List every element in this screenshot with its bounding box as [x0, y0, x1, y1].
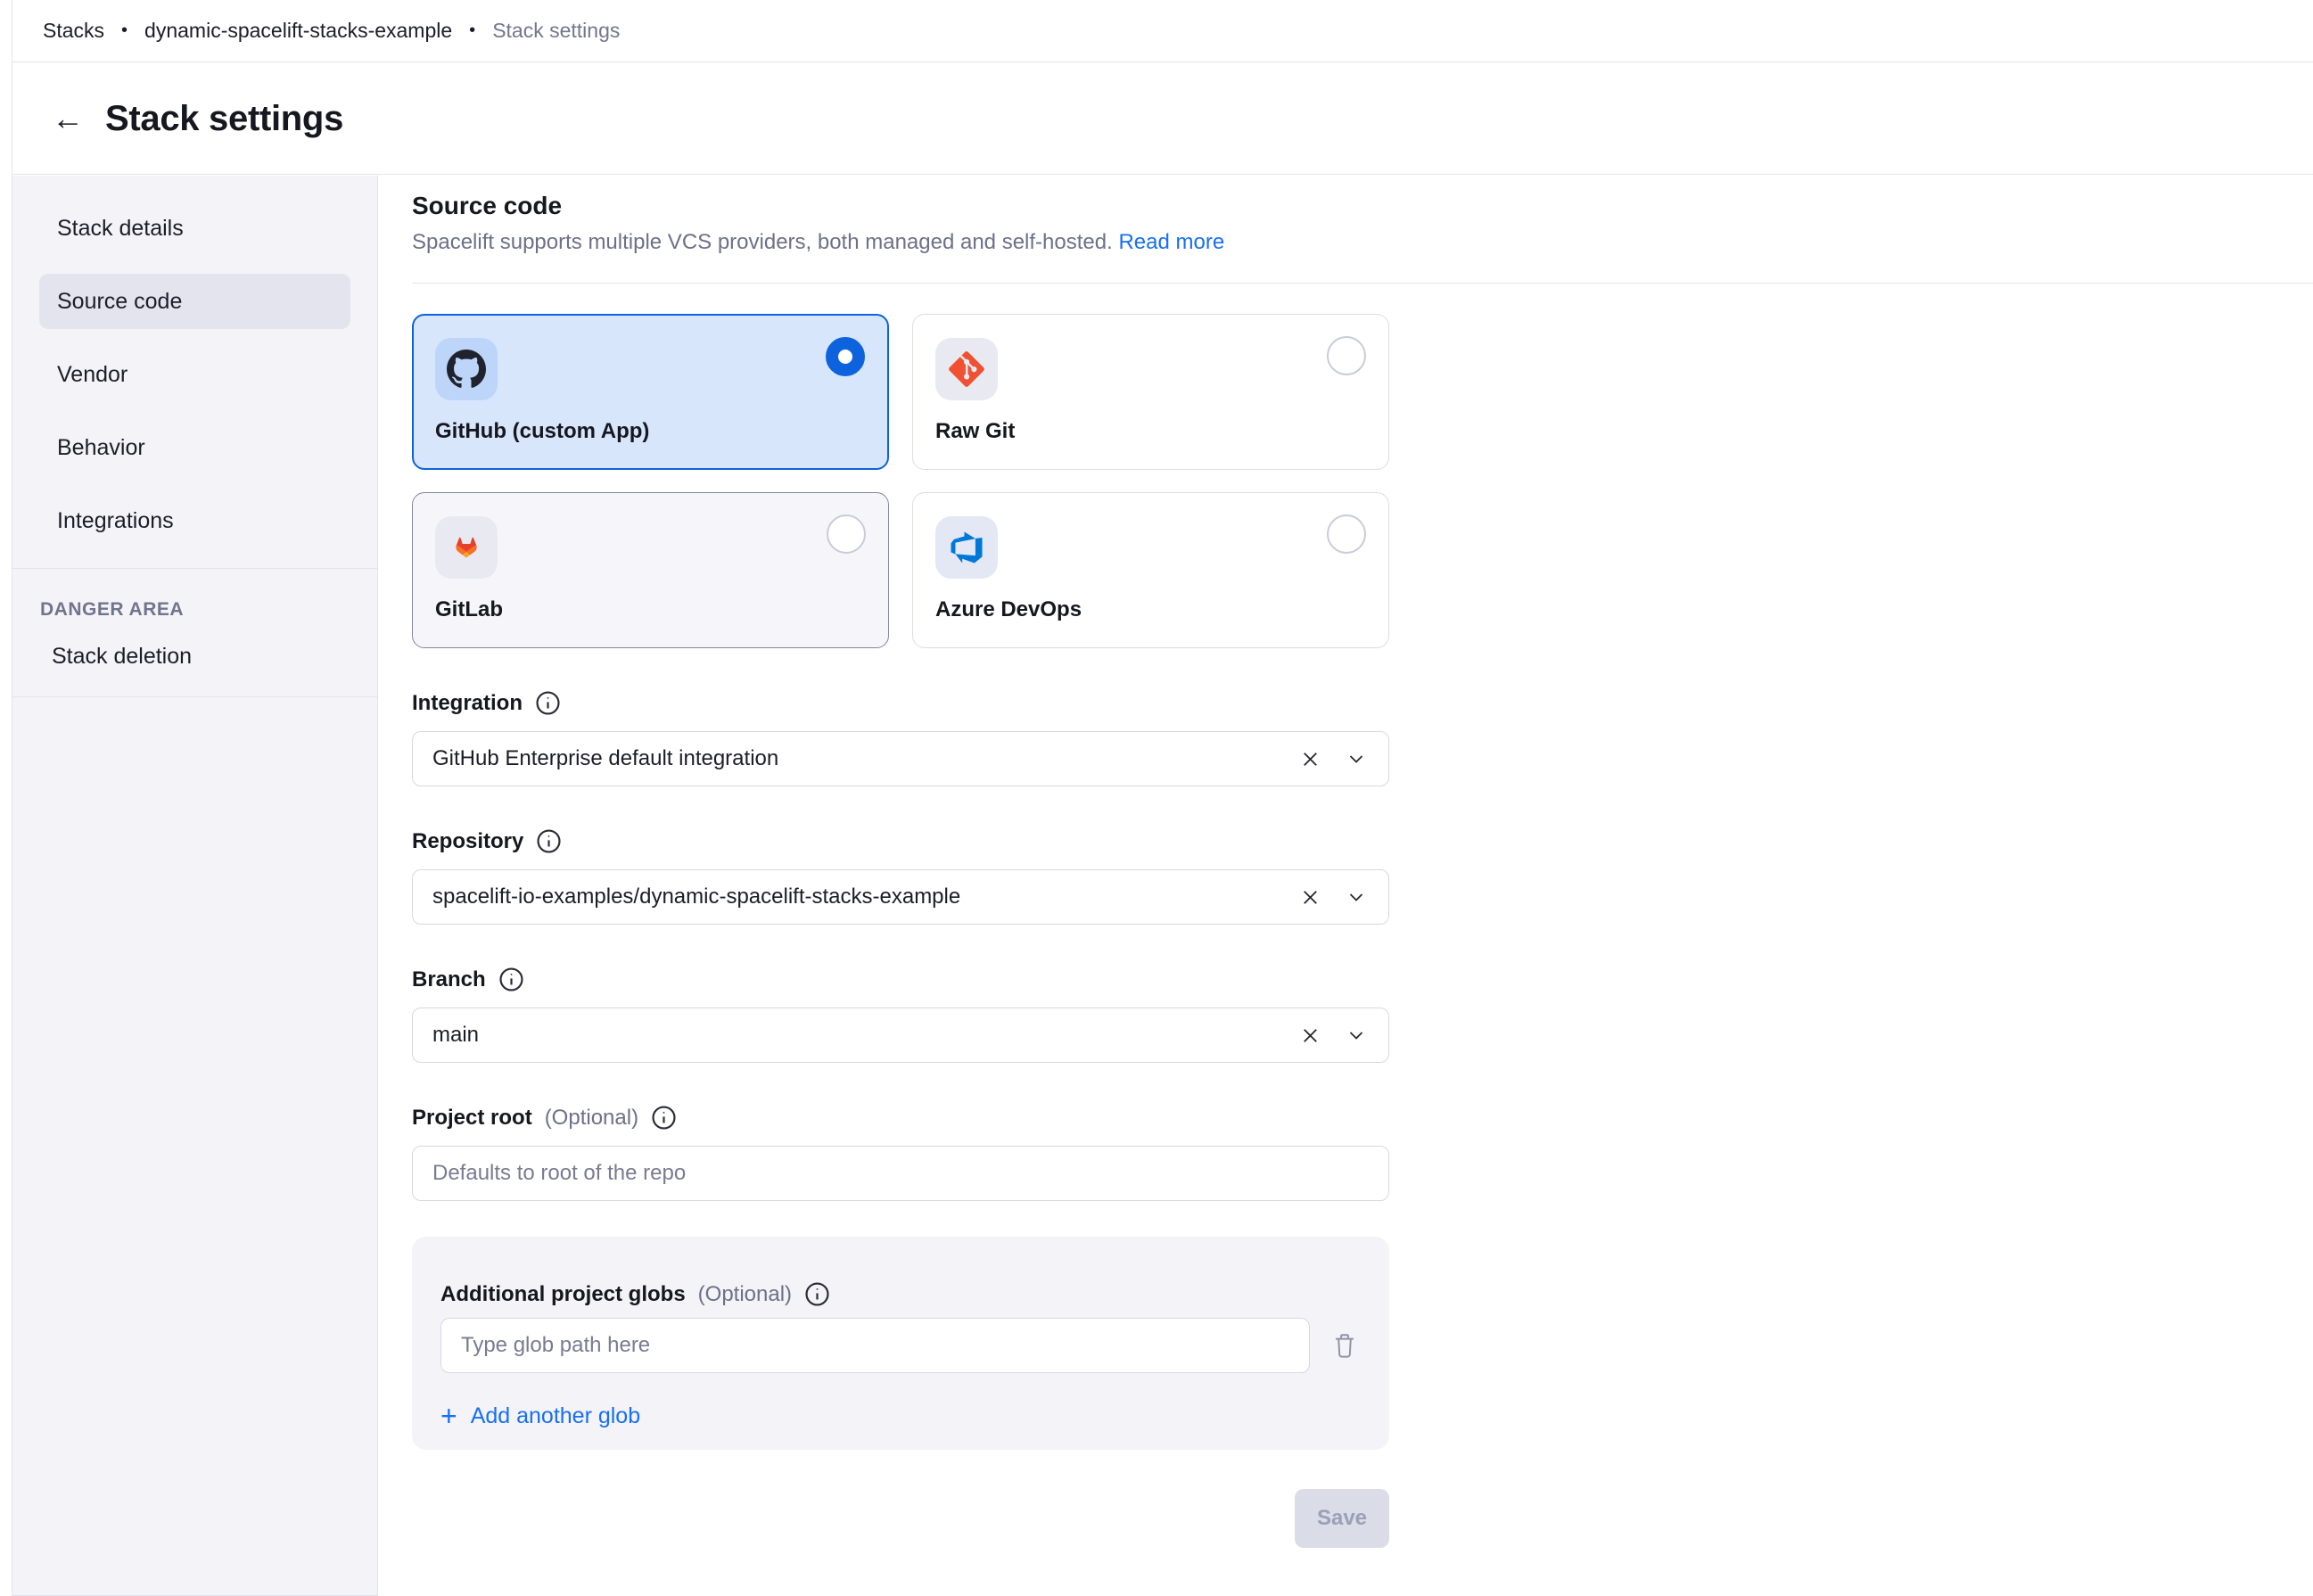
provider-radio-github[interactable]	[826, 337, 865, 376]
repository-label: Repository	[412, 828, 524, 853]
settings-sidebar	[12, 176, 378, 1596]
azure-devops-icon	[935, 516, 998, 579]
sidebar-nav-section	[12, 176, 377, 569]
branch-label: Branch	[412, 967, 486, 991]
info-icon[interactable]	[535, 690, 561, 716]
breadcrumb-separator: •	[121, 21, 128, 40]
sidebar-danger-section	[12, 569, 377, 697]
provider-radio-raw-git[interactable]	[1327, 336, 1366, 375]
sidebar-item-stack-details[interactable]	[39, 201, 350, 256]
sidebar-item-label: Vendor	[57, 361, 128, 387]
info-icon[interactable]	[804, 1281, 830, 1307]
glob-row	[440, 1318, 1362, 1373]
repository-field-group	[412, 828, 1389, 925]
integration-select[interactable]	[412, 731, 1389, 786]
provider-radio-gitlab[interactable]	[827, 514, 866, 554]
page-header	[12, 63, 2313, 175]
info-icon[interactable]	[651, 1105, 677, 1131]
plus-icon: +	[440, 1400, 457, 1432]
sidebar-item-label: Integrations	[57, 507, 174, 533]
branch-select[interactable]	[412, 1008, 1389, 1063]
gitlab-icon	[435, 516, 498, 579]
integration-field-group	[412, 690, 1389, 786]
info-icon[interactable]	[498, 967, 524, 992]
clear-icon[interactable]	[1298, 1024, 1322, 1048]
provider-radio-azure-devops[interactable]	[1327, 514, 1366, 554]
globs-label: Additional project globs	[440, 1281, 686, 1306]
description-text: Spacelift supports multiple VCS providers, both managed and self-hosted.	[412, 230, 1113, 254]
git-icon	[935, 338, 998, 400]
repository-value: spacelift-io-examples/dynamic-spacelift-stacks-example	[432, 884, 961, 909]
globs-optional: (Optional)	[697, 1281, 793, 1306]
chevron-down-icon[interactable]	[1344, 1023, 1369, 1048]
breadcrumb-separator: •	[469, 21, 476, 40]
breadcrumb-stack-name[interactable]: dynamic-spacelift-stacks-example	[144, 19, 453, 42]
provider-label: GitLab	[435, 597, 503, 621]
provider-card-azure-devops[interactable]	[912, 492, 1389, 648]
info-icon[interactable]	[536, 828, 562, 854]
integration-label: Integration	[412, 690, 523, 715]
main-content	[378, 176, 2313, 1596]
sidebar-item-stack-deletion[interactable]: Stack deletion	[52, 644, 193, 669]
add-glob-label: Add another glob	[470, 1403, 641, 1428]
sidebar-item-label: Stack details	[57, 215, 184, 241]
add-another-glob-button[interactable]	[440, 1402, 1362, 1430]
github-icon	[435, 338, 498, 400]
clear-icon[interactable]	[1298, 885, 1322, 909]
additional-globs-panel	[412, 1237, 1389, 1450]
chevron-down-icon[interactable]	[1344, 746, 1369, 771]
sidebar-item-behavior[interactable]	[39, 420, 350, 475]
page-title: Stack settings	[105, 98, 344, 138]
project-root-input[interactable]	[412, 1146, 1389, 1201]
chevron-down-icon[interactable]	[1344, 884, 1369, 909]
section-description	[412, 230, 2313, 255]
breadcrumb	[12, 0, 2313, 62]
sidebar-item-vendor[interactable]	[39, 347, 350, 402]
vcs-provider-cards	[412, 314, 1389, 648]
read-more-link[interactable]: Read more	[1118, 230, 1225, 254]
repository-select[interactable]	[412, 869, 1389, 925]
provider-card-gitlab[interactable]	[412, 492, 889, 648]
save-row	[412, 1489, 1389, 1548]
sidebar-item-integrations[interactable]	[39, 493, 350, 548]
danger-area-label: DANGER AREA	[40, 599, 185, 620]
source-code-header	[412, 176, 2313, 284]
back-arrow-icon[interactable]: ←	[52, 100, 84, 136]
branch-field-group	[412, 967, 1389, 1063]
project-root-field-group	[412, 1105, 1389, 1201]
provider-card-raw-git[interactable]	[912, 314, 1389, 470]
sidebar-item-label: Source code	[57, 288, 183, 314]
project-root-label: Project root	[412, 1105, 532, 1130]
clear-icon[interactable]	[1298, 747, 1322, 771]
provider-label: Azure DevOps	[935, 597, 1082, 621]
provider-label: GitHub (custom App)	[435, 419, 650, 443]
sidebar-item-label: Behavior	[57, 434, 145, 460]
section-title: Source code	[412, 192, 563, 219]
branch-value: main	[432, 1023, 480, 1047]
sidebar-filler	[12, 697, 377, 1595]
integration-value: GitHub Enterprise default integration	[432, 746, 779, 770]
sidebar-item-source-code[interactable]	[39, 274, 350, 329]
project-root-optional: (Optional)	[544, 1105, 639, 1130]
provider-card-github[interactable]	[412, 314, 889, 470]
breadcrumb-stacks[interactable]: Stacks	[43, 19, 105, 42]
trash-icon[interactable]	[1329, 1330, 1360, 1361]
glob-path-input[interactable]	[440, 1318, 1310, 1373]
save-button[interactable]: Save	[1295, 1489, 1389, 1548]
breadcrumb-current: Stack settings	[492, 19, 621, 42]
provider-label: Raw Git	[935, 419, 1016, 443]
